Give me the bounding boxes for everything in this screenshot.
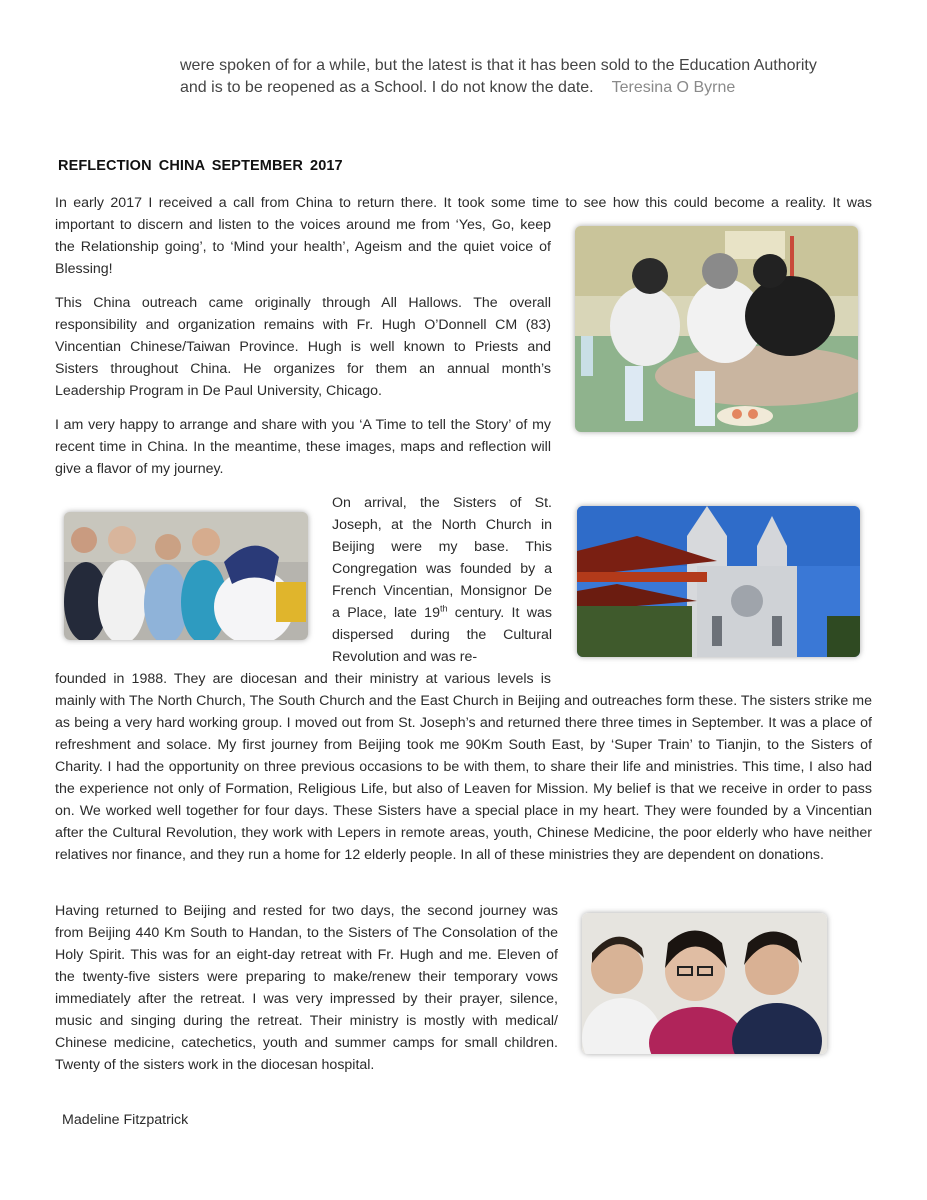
paragraph-4-column-text: On arrival, the Sisters of St. Joseph, at the North Church in Beijing were my base. This Congregation was founded by a French Vincentian, Monsignor De a Place, late 19	[332, 495, 552, 621]
paragraph-4-full: mainly with The North Church, The South Church and the East Church in Beijing and outreaches form these. The sisters strike me as being a very hard working group. I moved out from St. Joseph’s and returned there three times in September. It was a place of refreshment and solace. My first journey from Beijing took me 90Km South East, by ‘Super Train’ to Tianjin, to the Sisters of Charity. I had the opportunity on three previous occasions to be with them, to share their life and ministries. This time, I also had the experience not only of Formation, Religious Life, but also of Leaven for Mission. My belief is that we receive in order to pass on. We worked well together for four days. These Sisters have a special place in my heart. They were founded by a Vincentian after the Cultural Revolution, they work with Lepers in remote areas, youth, Chinese Medicine, the poor elderly who have neither relatives nor finance, and they run a home for 12 elderly people. In all of these ministries they are dependent on donations.	[55, 693, 872, 863]
paragraph-5: Having returned to Beijing and rested for two days, the second journey was from Beijing 440 Km South to Handan, to the Sisters of The Consolation of the Holy Spirit. This was for an eight-day retreat with Fr. Hugh and me. Eleven of the twenty-five sisters were preparing to make/renew their temporary vows immediately after the retreat. I was very impressed by their prayer, silence, music and singing during the retreat. Their ministry is mostly with medical/ Chinese medicine, catechetics, youth and summer camps for small children. Twenty of the sisters work in the diocesan hospital.	[55, 903, 558, 1073]
intro-signature: Teresina O Byrne	[611, 79, 736, 96]
paragraph-1-rest: important to discern and listen to the voices around me from ‘Yes, Go, keep the Relationship going’, to ‘Mind your health’, Ageism and the quiet voice of Blessing!	[55, 217, 551, 277]
previous-article-ending	[180, 55, 870, 99]
intro-line-2-text: and is to be reopened as a School. I do not know the date.	[180, 79, 594, 96]
paragraph-4-column-text-end: century. It was dispersed during the Cultural Revolution and was re-	[332, 605, 552, 665]
paragraph-4-wrap-line: founded in 1988. They are diocesan and their ministry at various levels is	[55, 671, 551, 687]
photo-sisters-kitchen	[64, 512, 308, 640]
photo-three-sisters	[582, 913, 827, 1054]
paragraph-2: This China outreach came originally through All Hallows. The overall responsibility and organization remains with Fr. Hugh O’Donnell CM (83) Vincentian Chinese/Taiwan Province. Hugh is well known to Priests and Sisters throughout China. He organizes for them an annual month’s Leadership Program in De Paul University, Chicago.	[55, 295, 551, 399]
photo-north-church-beijing	[577, 506, 860, 657]
photo-sisters-at-table	[575, 226, 858, 432]
paragraph-4-column	[332, 492, 552, 668]
author-name: Madeline Fitzpatrick	[62, 1112, 189, 1128]
intro-line-1: were spoken of for a while, but the latest is that it has been sold to the Education Authority	[180, 57, 817, 74]
paragraph-3: I am very happy to arrange and share with you ‘A Time to tell the Story’ of my recent time in China. In the meantime, these images, maps and reflection will give a flavor of my journey.	[55, 417, 551, 477]
article-heading: REFLECTION CHINA SEPTEMBER 2017	[58, 158, 343, 174]
intro-line-2	[180, 77, 870, 99]
paragraph-1-first-line: In early 2017 I received a call from China to return there. It took some time to see how this could become a reality. It was	[55, 195, 872, 211]
superscript-th: th	[439, 603, 448, 614]
